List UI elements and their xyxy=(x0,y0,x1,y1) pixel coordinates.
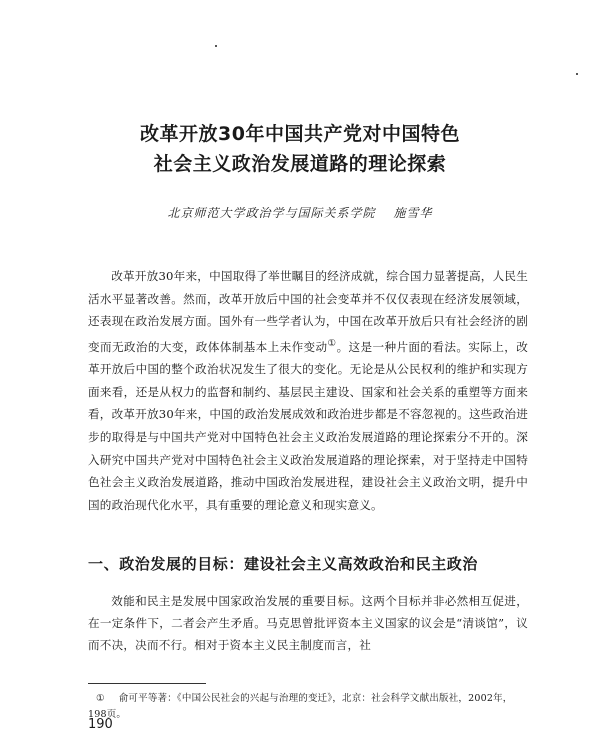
footnote-divider xyxy=(88,683,206,684)
author-line xyxy=(0,204,600,221)
footnote-marker: ① xyxy=(96,693,105,704)
scan-speck xyxy=(215,45,217,47)
author-name: 施雪华 xyxy=(393,206,433,220)
article-title-line-2: 社会主义政治发展道路的理论探索 xyxy=(153,153,447,175)
page-number: 190 xyxy=(88,717,113,732)
footnote-text: 俞可平等著：《中国公民社会的兴起与治理的变迁》，北京：社会科学文献出版社，2002年，198页。 xyxy=(88,693,513,720)
intro-text-part-1: 改革开放30年来，中国取得了举世瞩目的经济成就，综合国力显著提高，人民生活水平显著改善。然而，改革开放后中国的社会变革并不仅仅表现在经济发展领域，还表现在政治发展方面。国外有一些学者认为，中国在改革开放后只有社会经济的剧变而无政治的大变，政体体制基本上未作变动 xyxy=(88,269,528,354)
author-affiliation: 北京师范大学政治学与国际关系学院 xyxy=(167,206,376,220)
section-paragraph xyxy=(88,590,528,656)
intro-text-part-2: 。这是一种片面的看法。实际上，改革开放后中国的整个政治状况发生了很大的变化。无论是从公民权利的维护和实现方面来看，还是从权力的监督和制约、基层民主建设、国家和社会关系的重塑等方面来看，改革开放30年来，中国的政治发展成效和政治进步都是不容忽视的。这些政治进步的取得是与中国共产党对中国特色社会主义政治发展道路的理论探索分不开的。深入研究中国共产党对中国特色社会主义政治发展道路的理论探索，对于坚持走中国特色社会主义政治发展道路，推动中国政治发展进程，建设社会主义政治文明，提升中国的政治现代化水平，具有重要的理论意义和现实意义。 xyxy=(88,339,528,512)
footnote-reference: ① xyxy=(327,337,337,349)
article-title-line-1: 改革开放30年中国共产党对中国特色 xyxy=(140,123,460,145)
scan-speck xyxy=(576,73,578,75)
section-heading: 一、政治发展的目标：建设社会主义高效政治和民主政治 xyxy=(88,555,479,573)
section-paragraph-text: 效能和民主是发展中国家政治发展的重要目标。这两个目标并非必然相互促进，在一定条件下，二者会产生矛盾。马克思曾批评资本主义国家的议会是“清谈馆”，议而不决，决而不行。相对于资本主义民主制度而言，社 xyxy=(88,594,528,652)
intro-paragraph xyxy=(88,265,528,516)
footnote xyxy=(88,691,528,723)
